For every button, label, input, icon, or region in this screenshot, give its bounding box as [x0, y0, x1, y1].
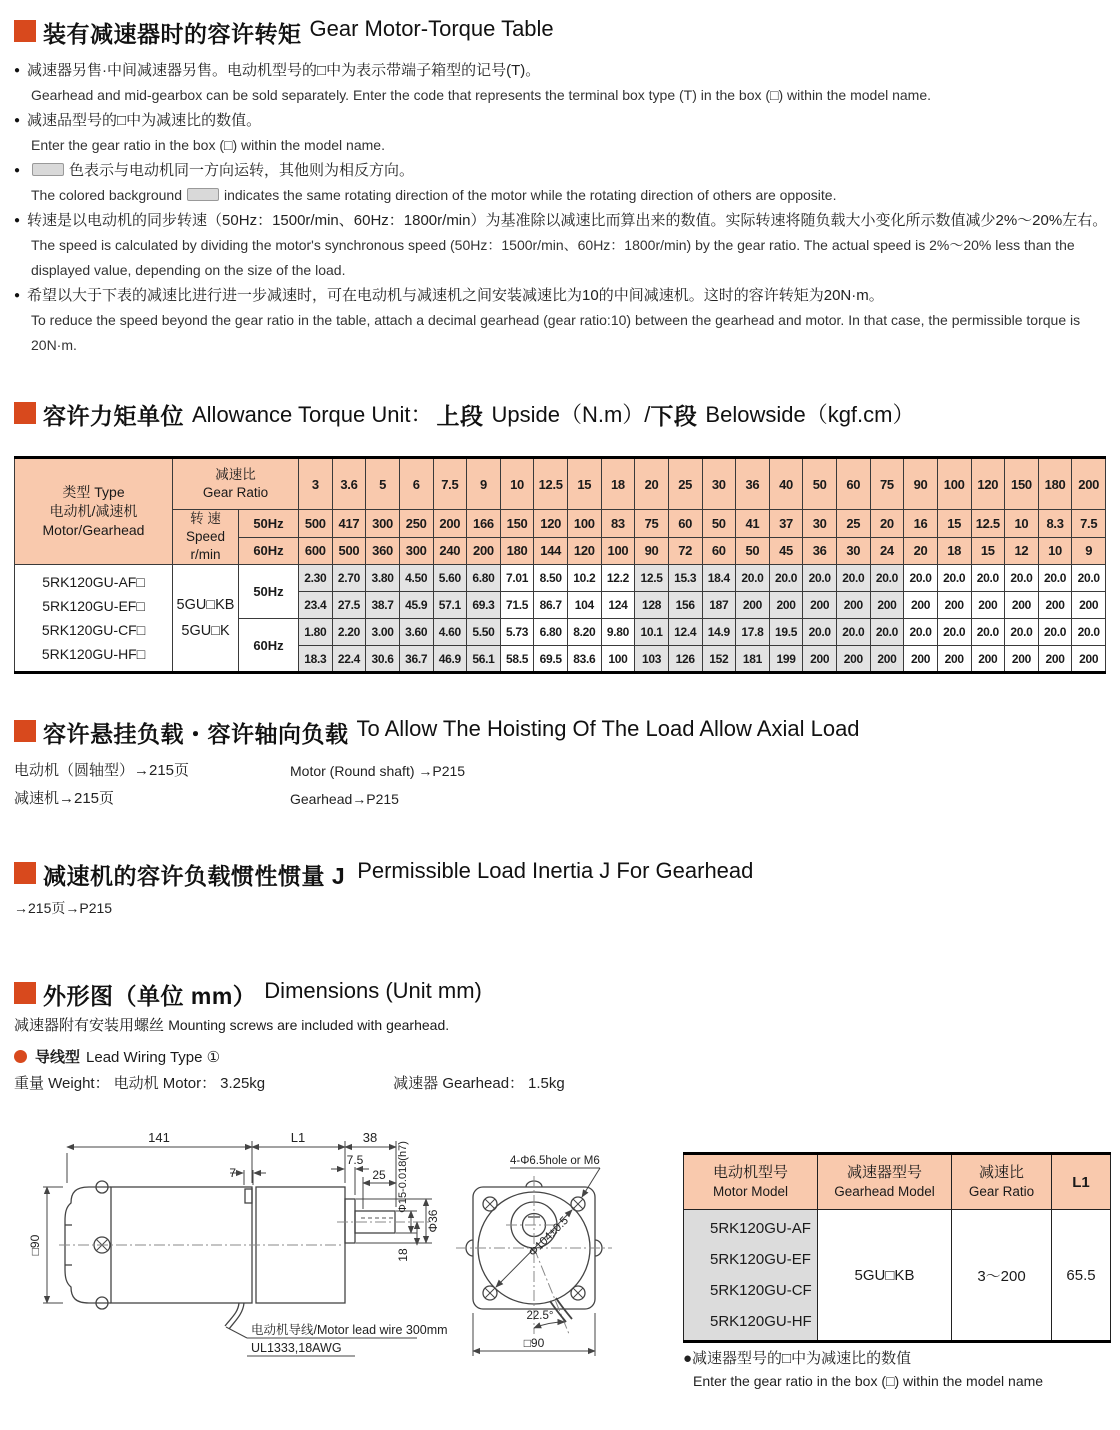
note-rotation-direction: ● 色表示与电动机同一方向运转，其他则为相反方向。 The colored background indicates the same rotating direction of the motor while the rotating direction of others are opposite.: [14, 162, 837, 203]
torque-60hz-nm-cell: 3.60: [399, 619, 433, 646]
unit-upside-en: Upside（N.m）/: [491, 402, 651, 427]
dim-sq90-side: □90: [28, 1234, 42, 1256]
torque-60hz-kgfcm-cell: 69.5: [534, 646, 568, 673]
torque-50hz-kgfcm-cell: 200: [937, 592, 971, 619]
gear-ratio-header: [173, 458, 299, 510]
model-row: 5RK120GU-CF: [710, 1282, 812, 1299]
torque-60hz-kgfcm-cell: 200: [937, 646, 971, 673]
ratio-header: 75: [870, 458, 904, 510]
torque-50hz-nm-cell: 20.0: [803, 565, 837, 592]
torque-60hz-kgfcm-cell: 100: [601, 646, 635, 673]
torque-60hz-kgfcm-cell: 56.1: [467, 646, 501, 673]
speed60-cell: 10: [1038, 537, 1072, 565]
torque-50hz-nm-cell: 20.0: [769, 565, 803, 592]
torque-50hz-nm-cell: 8.50: [534, 565, 568, 592]
ratio-header: 50: [803, 458, 837, 510]
speed50-cell: 41: [736, 510, 770, 538]
gearhead-models-cell: [173, 565, 239, 673]
section-hoisting-title: [14, 716, 860, 749]
dim-18: 18: [396, 1248, 410, 1262]
orange-square-icon: [14, 982, 36, 1004]
torque-50hz-kgfcm-cell: 69.3: [467, 592, 501, 619]
torque-60hz-kgfcm-cell: 36.7: [399, 646, 433, 673]
model-table-motor-header: 电动机型号 Motor Model: [684, 1154, 818, 1210]
torque-50hz-kgfcm-cell: 200: [736, 592, 770, 619]
torque-60hz-kgfcm-cell: 200: [1005, 646, 1039, 673]
torque-50hz-kgfcm-cell: 200: [904, 592, 938, 619]
speed50-cell: 150: [500, 510, 534, 538]
torque-50hz-nm-cell: 2.70: [332, 565, 366, 592]
hoisting-title-en: To Allow The Hoisting Of The Load Allow Axial Load: [356, 716, 860, 741]
speed50-cell: 83: [601, 510, 635, 538]
motor-model: 5RK120GU-AF□: [42, 574, 145, 590]
inertia-title-en: Permissible Load Inertia J For Gearhead: [357, 858, 754, 883]
torque-50hz-nm-cell: 2.30: [299, 565, 333, 592]
torque-60hz-nm-cell: 20.0: [971, 619, 1005, 646]
orange-square-icon: [14, 402, 36, 424]
torque-50hz-nm-cell: 12.2: [601, 565, 635, 592]
torque-50hz-kgfcm-cell: 45.9: [399, 592, 433, 619]
torque-50hz-nm-cell: 6.80: [467, 565, 501, 592]
unit-below-zh: 下段: [650, 403, 698, 429]
weight-row: [14, 1072, 569, 1093]
speed50-cell: 37: [769, 510, 803, 538]
side-view-drawing: [25, 1125, 450, 1425]
torque-60hz-kgfcm-cell: 200: [904, 646, 938, 673]
torque-60hz-kgfcm-cell: 199: [769, 646, 803, 673]
dim-phi36: Φ36: [426, 1209, 440, 1233]
torque-50hz-nm-cell: 20.0: [870, 565, 904, 592]
ratio-header: 60: [837, 458, 871, 510]
torque-60hz-nm-cell: 14.9: [702, 619, 736, 646]
inertia-title-zh: 减速机的容许负载惯性惯量 J: [43, 863, 346, 889]
torque-60hz-kgfcm-cell: 200: [1038, 646, 1072, 673]
torque-60hz-kgfcm-cell: 83.6: [568, 646, 602, 673]
speed60-cell: 36: [803, 537, 837, 565]
bullet-icon: ●: [14, 215, 21, 226]
unit-title-zh: 容许力矩单位: [43, 403, 184, 429]
ratio-header: 40: [769, 458, 803, 510]
orange-square-icon: [14, 720, 36, 742]
bullet-icon: ●: [14, 165, 21, 176]
model-table-gearhead-header: 减速器型号 Gearhead Model: [818, 1154, 952, 1210]
speed50-cell: 7.5: [1072, 510, 1106, 538]
speed50-cell: 100: [568, 510, 602, 538]
torque-60hz-kgfcm-cell: 200: [1072, 646, 1106, 673]
torque-50hz-kgfcm-cell: 156: [668, 592, 702, 619]
bullet-icon: ●: [14, 115, 21, 126]
torque-60hz-nm-cell: 10.1: [635, 619, 669, 646]
torque-60hz-kgfcm-cell: 126: [668, 646, 702, 673]
torque-60hz-nm-cell: 8.20: [568, 619, 602, 646]
speed60-cell: 60: [702, 537, 736, 565]
ratio-header: 100: [937, 458, 971, 510]
torque-60hz-nm-cell: 20.0: [837, 619, 871, 646]
section-torque-title-zh: 装有减速器时的容许转矩: [43, 21, 302, 47]
torque-50hz-nm-cell: 20.0: [1072, 565, 1106, 592]
torque-50hz-kgfcm-cell: 200: [803, 592, 837, 619]
orange-square-icon: [14, 20, 36, 42]
torque-60hz-nm-cell: 20.0: [870, 619, 904, 646]
speed50-cell: 500: [299, 510, 333, 538]
speed60-cell: 240: [433, 537, 467, 565]
speed60-cell: 24: [870, 537, 904, 565]
dim-7-5: 7.5: [346, 1153, 364, 1167]
torque-50hz-kgfcm-cell: 23.4: [299, 592, 333, 619]
dim-phi104: Φ104±0.5: [526, 1214, 572, 1260]
model-row: 5RK120GU-AF: [710, 1220, 811, 1237]
ratio-header: 3: [299, 458, 333, 510]
torque-60hz-nm-cell: 12.4: [668, 619, 702, 646]
torque-60hz-kgfcm-cell: 30.6: [366, 646, 400, 673]
torque-60hz-kgfcm-cell: 22.4: [332, 646, 366, 673]
dim-141: 141: [148, 1130, 170, 1145]
speed50-cell: 166: [467, 510, 501, 538]
torque-60hz-nm-cell: 20.0: [803, 619, 837, 646]
torque-50hz-kgfcm-cell: 104: [568, 592, 602, 619]
torque-50hz-kgfcm-cell: 200: [1038, 592, 1072, 619]
torque-50hz-kgfcm-cell: 71.5: [500, 592, 534, 619]
section-torque-title: [14, 16, 554, 49]
torque-50hz-kgfcm-cell: 200: [769, 592, 803, 619]
gearhead-model: 5GU□K: [181, 623, 230, 639]
motor-weight-value: 3.25kg: [220, 1075, 266, 1092]
speed50-cell: 417: [332, 510, 366, 538]
torque-50hz-nm-cell: 7.01: [500, 565, 534, 592]
hoisting-gearhead-row: [14, 786, 714, 812]
torque-60hz-nm-cell: 20.0: [1038, 619, 1072, 646]
speed60-cell: 600: [299, 537, 333, 565]
torque-table: [14, 456, 1106, 674]
unit-title-en: Allowance Torque Unit：: [192, 402, 433, 427]
lead-wire-label: 电动机导线/Motor lead wire 300mm: [251, 1323, 448, 1337]
torque-50hz-kgfcm-cell: 200: [837, 592, 871, 619]
torque-60hz-kgfcm-cell: 103: [635, 646, 669, 673]
torque-50hz-nm-cell: 5.60: [433, 565, 467, 592]
lead-wiring-en: Lead Wiring Type ①: [86, 1048, 221, 1066]
speed50-cell: 10: [1005, 510, 1039, 538]
weight-label: 重量 Weight：: [14, 1075, 110, 1092]
speed50-cell: 20: [870, 510, 904, 538]
dim-shaft-diameter: Φ15-0.018(h7): [397, 1141, 409, 1213]
torque-60hz-kgfcm-cell: 58.5: [500, 646, 534, 673]
torque-50hz-nm-cell: 10.2: [568, 565, 602, 592]
dim-38: 38: [362, 1130, 378, 1145]
ratio-header: 120: [971, 458, 1005, 510]
torque-60hz-nm-cell: 9.80: [601, 619, 635, 646]
gear-ratio-en: Gear Ratio: [202, 485, 269, 500]
dim-l1: L1: [290, 1130, 306, 1145]
torque-50hz-kgfcm-cell: 200: [1005, 592, 1039, 619]
ratio-header: 180: [1038, 458, 1072, 510]
section-torque-title-en: Gear Motor-Torque Table: [309, 16, 554, 41]
model-row: 5RK120GU-EF: [710, 1251, 811, 1268]
speed60-cell: 90: [635, 537, 669, 565]
ratio-header: 6: [399, 458, 433, 510]
gearhead-model: 5GU□KB: [176, 597, 235, 613]
inertia-ref: →215页→P215: [14, 900, 113, 916]
ratio-header: 90: [904, 458, 938, 510]
torque-50hz-kgfcm-cell: 86.7: [534, 592, 568, 619]
section-inertia-title: [14, 858, 753, 891]
orange-dot-icon: [14, 1050, 27, 1063]
hz50-header: 50Hz: [239, 510, 299, 538]
gear-ratio-zh: 减速比: [215, 467, 256, 482]
torque-60hz-kgfcm-cell: 200: [971, 646, 1005, 673]
hoisting-title-zh: 容许悬挂负载・容许轴向负载: [43, 721, 349, 747]
ratio-header: 18: [601, 458, 635, 510]
ratio-header: 36: [736, 458, 770, 510]
torque-50hz-nm-cell: 20.0: [1038, 565, 1072, 592]
direction-color-swatch: [187, 188, 219, 201]
notes-list: [14, 58, 1114, 358]
ratio-header: 20: [635, 458, 669, 510]
ratio-header: 150: [1005, 458, 1039, 510]
motor-model: 5RK120GU-EF□: [42, 598, 145, 614]
speed60-cell: 18: [937, 537, 971, 565]
speed50-cell: 30: [803, 510, 837, 538]
motor-models-cell: [15, 565, 173, 673]
dim-bolt-holes: 4-Φ6.5hole or M6: [510, 1155, 600, 1167]
dimensions-subtitle: 减速器附有安装用螺丝 Mounting screws are included with gearhead.: [14, 1017, 450, 1034]
hoisting-motor-en: Motor (Round shaft) →P215: [290, 763, 466, 779]
torque-60hz-nm-cell: 3.00: [366, 619, 400, 646]
torque-50hz-kgfcm-cell: 200: [971, 592, 1005, 619]
speed50-cell: 25: [837, 510, 871, 538]
ratio-header: 25: [668, 458, 702, 510]
torque-50hz-nm-cell: 4.50: [399, 565, 433, 592]
torque-60hz-kgfcm-cell: 18.3: [299, 646, 333, 673]
bullet-icon: ●: [14, 65, 21, 76]
lead-wiring-zh: 导线型: [35, 1049, 81, 1066]
torque-50hz-nm-cell: 20.0: [837, 565, 871, 592]
dim-sq90-front: □90: [523, 1336, 545, 1350]
type-header: [15, 458, 173, 565]
motor-model: 5RK120GU-HF□: [41, 646, 146, 662]
note-speed-calculation: ● 转速是以电动机的同步转速（50Hz：1500r/min、60Hz：1800r/min）为基准除以减速比而算出来的数值。实际转速将随负载大小变化所示数值减少2%～20%左右。 The speed is calculated by dividing the motor's synchronous speed (50Hz：1500r/min、60Hz：1800r/min) by the gear ratio. The actual speed is 2%～20% less than the displayed value, depending on the size of the load.: [14, 212, 1108, 278]
torque-60hz-kgfcm-cell: 200: [837, 646, 871, 673]
speed60-cell: 20: [904, 537, 938, 565]
speed60-cell: 45: [769, 537, 803, 565]
hoisting-motor-row: [14, 758, 714, 784]
speed60-cell: 100: [601, 537, 635, 565]
torque-60hz-nm-cell: 17.8: [736, 619, 770, 646]
model-row: 5RK120GU-HF: [710, 1313, 812, 1330]
hz60-row-label: 60Hz: [239, 619, 299, 673]
speed50-cell: 200: [433, 510, 467, 538]
section-dimensions-title: [14, 978, 482, 1011]
torque-60hz-nm-cell: 6.80: [534, 619, 568, 646]
type-header-line: Motor/Gearhead: [42, 522, 145, 538]
ratio-header: 30: [702, 458, 736, 510]
ratio-header: 15: [568, 458, 602, 510]
dim-7: 7: [229, 1166, 236, 1180]
dimensions-title-en: Dimensions (Unit mm): [264, 978, 482, 1003]
motor-weight-label: 电动机 Motor：: [113, 1075, 217, 1092]
torque-60hz-kgfcm-cell: 200: [803, 646, 837, 673]
torque-50hz-kgfcm-cell: 187: [702, 592, 736, 619]
torque-50hz-kgfcm-cell: 38.7: [366, 592, 400, 619]
unit-below-en: Belowside（kgf.cm）: [705, 402, 915, 427]
torque-50hz-nm-cell: 20.0: [1005, 565, 1039, 592]
ratio-header: 9: [467, 458, 501, 510]
speed50-cell: 16: [904, 510, 938, 538]
torque-60hz-kgfcm-cell: 200: [870, 646, 904, 673]
model-table-gearhead-value: 5GU□KB: [818, 1210, 952, 1342]
torque-50hz-nm-cell: 18.4: [702, 565, 736, 592]
torque-50hz-nm-cell: 20.0: [736, 565, 770, 592]
torque-60hz-nm-cell: 5.50: [467, 619, 501, 646]
front-view-drawing: [430, 1138, 700, 1430]
speed60-cell: 15: [971, 537, 1005, 565]
speed50-cell: 60: [668, 510, 702, 538]
speed60-cell: 200: [467, 537, 501, 565]
speed-header: [173, 510, 239, 565]
torque-60hz-nm-cell: 1.80: [299, 619, 333, 646]
torque-60hz-kgfcm-cell: 46.9: [433, 646, 467, 673]
hoisting-motor-zh: 电动机（圆轴型）→215页: [14, 762, 190, 779]
torque-60hz-nm-cell: 20.0: [904, 619, 938, 646]
speed60-cell: 72: [668, 537, 702, 565]
torque-60hz-nm-cell: 4.60: [433, 619, 467, 646]
lead-wire-spec: UL1333,18AWG: [251, 1341, 342, 1355]
speed60-cell: 9: [1072, 537, 1106, 565]
speed-en: Speed r/min: [185, 529, 226, 562]
torque-50hz-nm-cell: 12.5: [635, 565, 669, 592]
ratio-header: 10: [500, 458, 534, 510]
hoisting-gearhead-en: Gearhead→P215: [290, 791, 399, 807]
ratio-header: 200: [1072, 458, 1106, 510]
gearhead-weight-label: 减速器 Gearhead：: [393, 1075, 525, 1092]
hz60-header: 60Hz: [239, 537, 299, 565]
dimensions-title-zh: 外形图（单位 mm）: [43, 983, 257, 1009]
gearhead-weight-value: 1.5kg: [528, 1075, 565, 1092]
torque-60hz-nm-cell: 5.73: [500, 619, 534, 646]
speed50-cell: 12.5: [971, 510, 1005, 538]
speed60-cell: 180: [500, 537, 534, 565]
type-header-line: 电动机/减速机: [49, 503, 138, 519]
ratio-header: 7.5: [433, 458, 467, 510]
ratio-header: 3.6: [332, 458, 366, 510]
torque-60hz-nm-cell: 20.0: [1072, 619, 1106, 646]
dim-angle-22-5: 22.5°: [526, 1310, 554, 1322]
section-unit-title: [14, 398, 915, 431]
note-gearhead-sold-separately: ● 减速器另售·中间减速器另售。电动机型号的□中为表示带端子箱型的记号(T)。 Gearhead and mid-gearbox can be sold separately. Enter the code that represents the terminal box type (T) in the box (□) within the model name.: [14, 62, 932, 103]
speed60-cell: 30: [837, 537, 871, 565]
speed50-cell: 120: [534, 510, 568, 538]
model-table-models-cell: [684, 1210, 818, 1342]
speed60-cell: 50: [736, 537, 770, 565]
note-decimal-gearhead: ● 希望以大于下表的减速比进行进一步减速时，可在电动机与减速机之间安装减速比为10的中间减速机。这时的容许转矩为20N·m。 To reduce the speed beyond the gear ratio in the table, attach a decimal gearhead (gear ratio:10) between the gearhead and motor. In that case, the permissible torque is 20N·m.: [14, 287, 1081, 353]
torque-60hz-nm-cell: 20.0: [1005, 619, 1039, 646]
dim-25: 25: [372, 1168, 386, 1182]
speed60-cell: 12: [1005, 537, 1039, 565]
motor-model: 5RK120GU-CF□: [41, 622, 146, 638]
bullet-icon: ●: [14, 290, 21, 301]
note-gear-ratio-box: ● 减速品型号的□中为减速比的数值。 Enter the gear ratio in the box (□) within the model name.: [14, 112, 385, 153]
speed50-cell: 300: [366, 510, 400, 538]
torque-60hz-kgfcm-cell: 152: [702, 646, 736, 673]
torque-50hz-nm-cell: 20.0: [971, 565, 1005, 592]
torque-50hz-kgfcm-cell: 124: [601, 592, 635, 619]
torque-50hz-nm-cell: 3.80: [366, 565, 400, 592]
model-table-ratio-value: 3～200: [952, 1210, 1052, 1342]
torque-50hz-nm-cell: 20.0: [904, 565, 938, 592]
torque-60hz-nm-cell: 19.5: [769, 619, 803, 646]
speed50-cell: 50: [702, 510, 736, 538]
speed60-cell: 360: [366, 537, 400, 565]
hz50-row-label: 50Hz: [239, 565, 299, 619]
speed50-cell: 250: [399, 510, 433, 538]
speed-zh: 转 速: [190, 511, 221, 526]
type-header-line: 类型 Type: [62, 484, 125, 500]
model-table-note: ●减速器型号的□中为减速比的数值 Enter the gear ratio in the box (□) within the model name: [683, 1350, 1044, 1389]
hoisting-gearhead-zh: 减速机→215页: [14, 790, 115, 807]
torque-50hz-kgfcm-cell: 200: [1072, 592, 1106, 619]
model-table: [683, 1152, 1111, 1343]
speed60-cell: 500: [332, 537, 366, 565]
ratio-header: 12.5: [534, 458, 568, 510]
model-table-ratio-header: 减速比 Gear Ratio: [952, 1154, 1052, 1210]
lead-wiring-row: [14, 1046, 220, 1067]
unit-upside-zh: 上段: [436, 403, 484, 429]
speed60-cell: 144: [534, 537, 568, 565]
torque-50hz-kgfcm-cell: 128: [635, 592, 669, 619]
torque-50hz-nm-cell: 15.3: [668, 565, 702, 592]
speed60-cell: 120: [568, 537, 602, 565]
speed50-cell: 75: [635, 510, 669, 538]
speed50-cell: 8.3: [1038, 510, 1072, 538]
torque-60hz-nm-cell: 2.20: [332, 619, 366, 646]
torque-50hz-kgfcm-cell: 27.5: [332, 592, 366, 619]
speed60-cell: 300: [399, 537, 433, 565]
ratio-header: 5: [366, 458, 400, 510]
model-table-l1-value: 65.5: [1052, 1210, 1111, 1342]
orange-square-icon: [14, 862, 36, 884]
torque-60hz-nm-cell: 20.0: [937, 619, 971, 646]
speed50-cell: 15: [937, 510, 971, 538]
torque-60hz-kgfcm-cell: 181: [736, 646, 770, 673]
torque-50hz-kgfcm-cell: 200: [870, 592, 904, 619]
direction-color-swatch: [32, 163, 64, 176]
torque-50hz-kgfcm-cell: 57.1: [433, 592, 467, 619]
torque-50hz-nm-cell: 20.0: [937, 565, 971, 592]
model-table-l1-header: L1: [1052, 1154, 1111, 1210]
